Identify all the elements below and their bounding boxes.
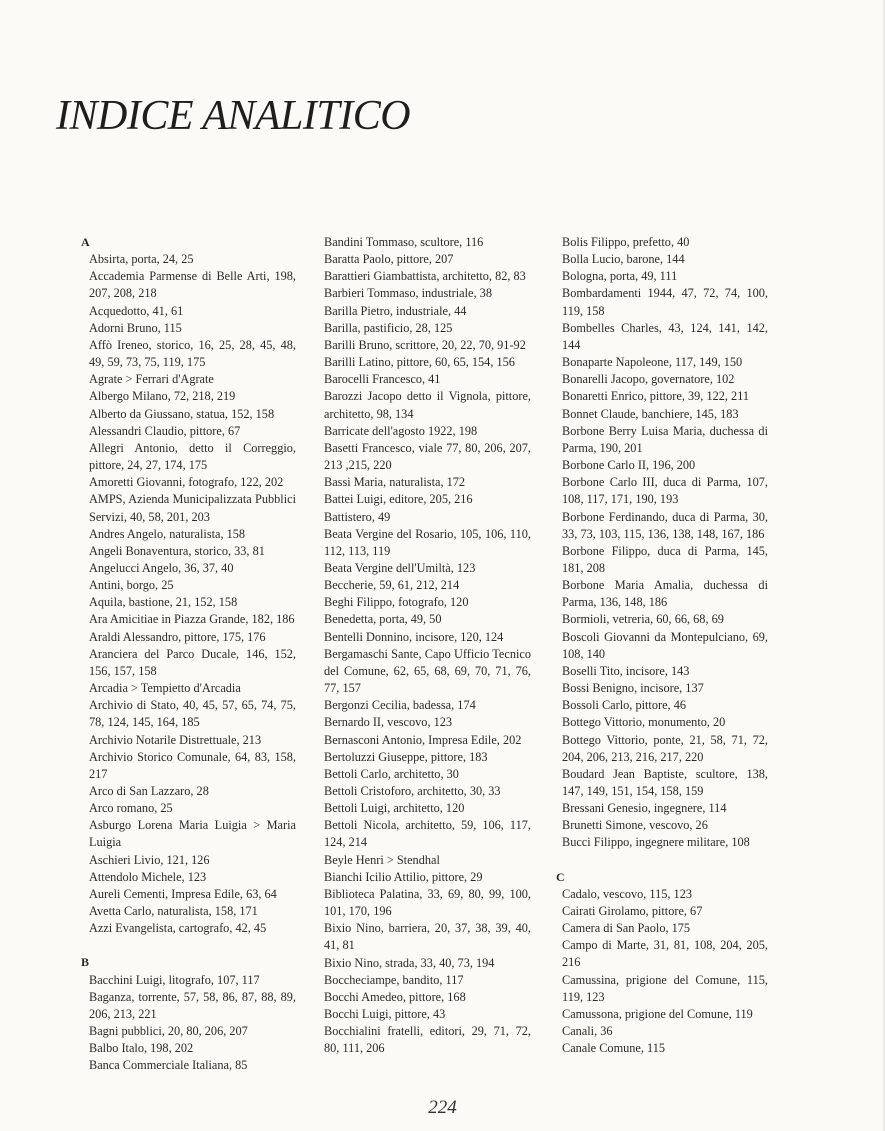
index-entry: Avetta Carlo, naturalista, 158, 171	[89, 904, 258, 919]
index-entry: Boselli Tito, incisore, 143	[562, 663, 690, 678]
index-entry: Bonaretti Enrico, pittore, 39, 122, 211	[562, 389, 750, 404]
index-entry: Bucci Filippo, ingegnere militare, 108	[562, 835, 750, 850]
index-entry: Brunetti Simone, vescovo, 26	[562, 818, 708, 833]
index-entry: Acquedotto, 41, 61	[89, 303, 184, 318]
index-entry: Bottego Vittorio, ponte, 21, 58, 71, 72, 204, 206, 213, 216, 217, 220	[562, 732, 768, 764]
index-entry: Bonaparte Napoleone, 117, 149, 150	[562, 355, 743, 370]
index-entry: Antini, borgo, 25	[89, 578, 174, 593]
index-entry: Bocchi Luigi, pittore, 43	[324, 1007, 446, 1022]
index-entry: Archivio Notarile Distrettuale, 213	[89, 732, 262, 747]
index-entry: Bacchini Luigi, litografo, 107, 117	[89, 972, 260, 987]
index-entry: Bormioli, vetreria, 60, 66, 68, 69	[562, 612, 724, 627]
index-entry: Bombardamenti 1944, 47, 72, 74, 100, 119, 158	[562, 286, 768, 318]
index-entry: Arco di San Lazzaro, 28	[89, 784, 209, 798]
index-entry: Bocchi Amedeo, pittore, 168	[324, 989, 466, 1004]
index-entry: Bossoli Carlo, pittore, 46	[562, 698, 686, 713]
index-entry: Borbone Carlo III, duca di Parma, 107, 108, 117, 171, 190, 193	[562, 475, 768, 507]
index-entry: Bagni pubblici, 20, 80, 206, 207	[89, 1024, 248, 1039]
index-entry: Beata Vergine dell'Umiltà, 123	[324, 560, 476, 575]
index-entry: Beata Vergine del Rosario, 105, 106, 110, 112, 113, 119	[324, 526, 531, 558]
index-entry: Bertoluzzi Giuseppe, pittore, 183	[324, 749, 488, 764]
index-entry: Bettoli Cristoforo, architetto, 30, 33	[324, 784, 501, 798]
index-entry: Archivio di Stato, 40, 45, 57, 65, 74, 75, 78, 124, 145, 164, 185	[89, 698, 296, 730]
index-column-2	[318, 234, 531, 1058]
index-entry: Borbone Berry Luisa Maria, duchessa di Parma, 190, 201	[562, 423, 768, 455]
index-entry: Bossi Benigno, incisore, 137	[562, 681, 704, 696]
index-entry: Boccheciampe, bandito, 117	[324, 972, 464, 987]
index-entry: Barocelli Francesco, 41	[324, 372, 441, 387]
index-entry: Bergamaschi Sante, Capo Ufficio Tecnico del Comune, 62, 65, 68, 69, 70, 71, 76, 77, 157	[324, 646, 531, 696]
index-entry: Bandini Tommaso, scultore, 116	[324, 235, 484, 249]
index-entry: Balbo Italo, 198, 202	[89, 1041, 194, 1056]
index-entry: Agrate > Ferrari d'Agrate	[89, 372, 214, 387]
index-entry: Ara Amicitiae in Piazza Grande, 182, 186	[89, 612, 295, 627]
index-column-1	[81, 234, 296, 1075]
index-entry: Barattieri Giambattista, architetto, 82, 83	[324, 269, 526, 284]
index-entry: Albergo Milano, 72, 218, 219	[89, 389, 236, 404]
index-entry: Amoretti Giovanni, fotografo, 122, 202	[89, 475, 284, 490]
index-entry: Borbone Filippo, duca di Parma, 145, 181, 208	[562, 543, 768, 575]
index-entry: Asburgo Lorena Maria Luigia > Maria Luigia	[89, 818, 296, 850]
index-entry: Bettoli Carlo, architetto, 30	[324, 766, 459, 781]
index-entry: Campo di Marte, 31, 81, 108, 204, 205, 216	[562, 938, 768, 970]
index-entry: Bixio Nino, barriera, 20, 37, 38, 39, 40, 41, 81	[324, 921, 531, 953]
index-entry: Bolla Lucio, barone, 144	[562, 252, 685, 267]
section-letter: B	[81, 955, 90, 970]
index-entry: Bottego Vittorio, monumento, 20	[562, 715, 726, 730]
index-entry: Benedetta, porta, 49, 50	[324, 612, 442, 627]
index-entry: Bolis Filippo, prefetto, 40	[562, 235, 690, 249]
index-entry: Barilli Latino, pittore, 60, 65, 154, 156	[324, 355, 515, 370]
index-entry: Borbone Ferdinando, duca di Parma, 30, 33, 73, 103, 115, 136, 138, 148, 167, 186	[562, 509, 768, 541]
page-number: 224	[428, 1097, 457, 1118]
index-entry: Bixio Nino, strada, 33, 40, 73, 194	[324, 955, 495, 970]
index-entry: Arcadia > Tempietto d'Arcadia	[89, 681, 241, 696]
index-entry: Bonnet Claude, banchiere, 145, 183	[562, 406, 739, 421]
index-entry: Cadalo, vescovo, 115, 123	[562, 886, 693, 901]
index-entry: Basetti Francesco, viale 77, 80, 206, 207, 213 ,215, 220	[324, 440, 531, 473]
index-entry: Barricate dell'agosto 1922, 198	[324, 423, 478, 438]
index-entry: Barilla, pastificio, 28, 125	[324, 320, 453, 335]
index-entry: Bergonzi Cecilia, badessa, 174	[324, 698, 476, 713]
index-entry: Cairati Girolamo, pittore, 67	[562, 903, 703, 918]
section-letter: A	[81, 235, 90, 249]
index-entry: Arco romano, 25	[89, 801, 173, 816]
index-entry: Azzi Evangelista, cartografo, 42, 45	[89, 921, 267, 936]
index-entry: Alberto da Giussano, statua, 152, 158	[89, 406, 275, 421]
index-entry: Camussona, prigione del Comune, 119	[562, 1006, 753, 1021]
index-entry: Aquila, bastione, 21, 152, 158	[89, 595, 238, 610]
index-entry: Aranciera del Parco Ducale, 146, 152, 156, 157, 158	[89, 646, 296, 678]
index-entry: Bernasconi Antonio, Impresa Edile, 202	[324, 732, 522, 747]
index-entry: Attendolo Michele, 123	[89, 869, 207, 884]
index-entry: Bologna, porta, 49, 111	[562, 269, 678, 284]
section-gap	[556, 852, 768, 869]
page-title: INDICE ANALITICO	[56, 93, 411, 139]
index-entry: Bombelles Charles, 43, 124, 141, 142, 144	[562, 320, 768, 352]
index-entry: Barilla Pietro, industriale, 44	[324, 303, 467, 318]
index-entry: Angeli Bonaventura, storico, 33, 81	[89, 543, 265, 558]
index-entry: Beghi Filippo, fotografo, 120	[324, 595, 469, 610]
index-entry: Bonarelli Jacopo, governatore, 102	[562, 372, 735, 387]
index-entry: Bressani Genesio, ingegnere, 114	[562, 801, 727, 816]
index-entry: Boudard Jean Baptiste, scultore, 138, 147, 149, 151, 154, 158, 159	[562, 766, 768, 798]
index-entry: Camussina, prigione del Comune, 115, 119, 123	[562, 972, 768, 1004]
index-entry: Adorni Bruno, 115	[89, 320, 182, 335]
index-entry: Battei Luigi, editore, 205, 216	[324, 492, 473, 507]
index-entry: Barozzi Jacopo detto il Vignola, pittore, architetto, 98, 134	[324, 389, 531, 421]
index-entry: Bocchialini fratelli, editori, 29, 71, 72, 80, 111, 206	[324, 1024, 531, 1056]
index-entry: Canale Comune, 115	[562, 1041, 666, 1056]
index-entry: Bentelli Donnino, incisore, 120, 124	[324, 629, 504, 644]
index-entry: Barbieri Tommaso, industriale, 38	[324, 286, 492, 301]
index-entry: Borbone Maria Amalia, duchessa di Parma, 136, 148, 186	[562, 578, 768, 610]
index-entry: Borbone Carlo II, 196, 200	[562, 458, 696, 473]
section-letter: C	[556, 869, 565, 884]
index-entry: Araldi Alessandro, pittore, 175, 176	[89, 629, 266, 644]
index-entry: Barilli Bruno, scrittore, 20, 22, 70, 91-92	[324, 337, 526, 352]
index-entry: Bettoli Luigi, architetto, 120	[324, 801, 465, 816]
index-entry: Allegri Antonio, detto il Correggio, pittore, 24, 27, 174, 175	[89, 440, 296, 473]
index-entry: Boscoli Giovanni da Montepulciano, 69, 108, 140	[562, 629, 768, 661]
index-entry: Alessandri Claudio, pittore, 67	[89, 423, 241, 438]
index-entry: Biblioteca Palatina, 33, 69, 80, 99, 100, 101, 170, 196	[324, 886, 531, 919]
index-entry: Bernardo II, vescovo, 123	[324, 715, 453, 730]
index-entry: Angelucci Angelo, 36, 37, 40	[89, 560, 234, 575]
index-entry: Battistero, 49	[324, 509, 391, 524]
index-entry: Aschieri Livio, 121, 126	[89, 852, 210, 867]
index-entry: Canali, 36	[562, 1024, 613, 1039]
index-entry: Beccherie, 59, 61, 212, 214	[324, 578, 460, 593]
index-entry: Andres Angelo, naturalista, 158	[89, 526, 246, 541]
index-entry: AMPS, Azienda Municipalizzata Pubblici Servizi, 40, 58, 201, 203	[89, 492, 296, 524]
section-gap	[81, 937, 296, 954]
index-entry: Archivio Storico Comunale, 64, 83, 158, 217	[89, 749, 296, 781]
index-entry: Banca Commerciale Italiana, 85	[89, 1058, 248, 1073]
index-entry: Bassi Maria, naturalista, 172	[324, 475, 466, 490]
index-entry: Baganza, torrente, 57, 58, 86, 87, 88, 89, 206, 213, 221	[89, 989, 296, 1021]
index-entry: Aureli Cementi, Impresa Edile, 63, 64	[89, 886, 277, 901]
index-entry: Bianchi Icilio Attilio, pittore, 29	[324, 869, 483, 884]
index-entry: Affò Ireneo, storico, 16, 25, 28, 45, 48, 49, 59, 73, 75, 119, 175	[89, 337, 296, 370]
index-entry: Beyle Henri > Stendhal	[324, 852, 440, 867]
index-entry: Camera di San Paolo, 175	[562, 921, 691, 936]
index-entry: Bettoli Nicola, architetto, 59, 106, 117, 124, 214	[324, 818, 531, 850]
index-column-3	[556, 234, 768, 1057]
index-entry: Baratta Paolo, pittore, 207	[324, 252, 454, 267]
index-entry: Absirta, porta, 24, 25	[89, 252, 194, 267]
index-entry: Accademia Parmense di Belle Arti, 198, 207, 208, 218	[89, 269, 296, 301]
